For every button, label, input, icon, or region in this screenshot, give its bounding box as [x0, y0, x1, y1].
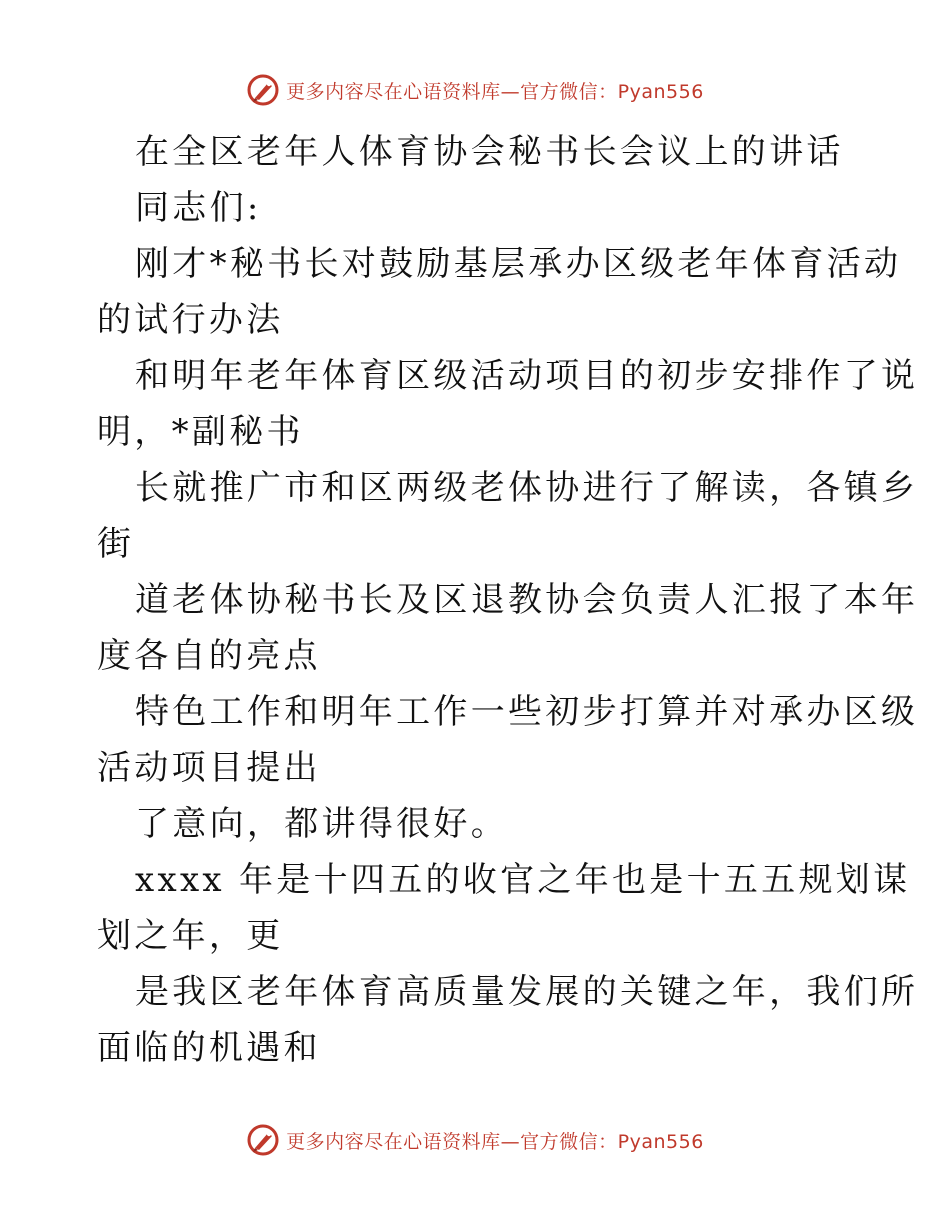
text-line: xxxx 年是十四五的收官之年也是十五五规划谋 — [135, 860, 911, 900]
text-line: 街 — [97, 524, 135, 564]
text-line: 明，*副秘书 — [97, 412, 304, 452]
text-line: 是我区老年体育高质量发展的关键之年，我们所 — [135, 972, 919, 1012]
document-body — [97, 124, 919, 1076]
text-line: 刚才*秘书长对鼓励基层承办区级老年体育活动 — [135, 244, 902, 284]
salutation: 同志们: — [135, 188, 262, 228]
text-line: 划之年，更 — [97, 916, 284, 956]
text-line: 度各自的亮点 — [97, 636, 321, 676]
text-line: 活动项目提出 — [97, 748, 321, 788]
watermark-text: 更多内容尽在心语资料库—官方微信：Pyan556 — [286, 80, 704, 103]
text-line: 和明年老年体育区级活动项目的初步安排作了说 — [135, 356, 919, 396]
text-line: 道老体协秘书长及区退教协会负责人汇报了本年 — [135, 580, 919, 620]
text-line: 了意向，都讲得很好。 — [135, 804, 508, 844]
watermark-banner-top — [0, 70, 950, 110]
document-title: 在全区老年人体育协会秘书长会议上的讲话 — [135, 132, 844, 172]
watermark-banner-bottom — [0, 1120, 950, 1160]
pen-logo-icon — [246, 1123, 280, 1157]
text-line: 长就推广市和区两级老体协进行了解读，各镇乡 — [135, 468, 919, 508]
text-line: 面临的机遇和 — [97, 1028, 321, 1068]
text-line: 特色工作和明年工作一些初步打算并对承办区级 — [135, 692, 919, 732]
text-line: 的试行办法 — [97, 300, 284, 340]
pen-logo-icon — [246, 73, 280, 107]
watermark-text: 更多内容尽在心语资料库—官方微信：Pyan556 — [286, 1130, 704, 1153]
